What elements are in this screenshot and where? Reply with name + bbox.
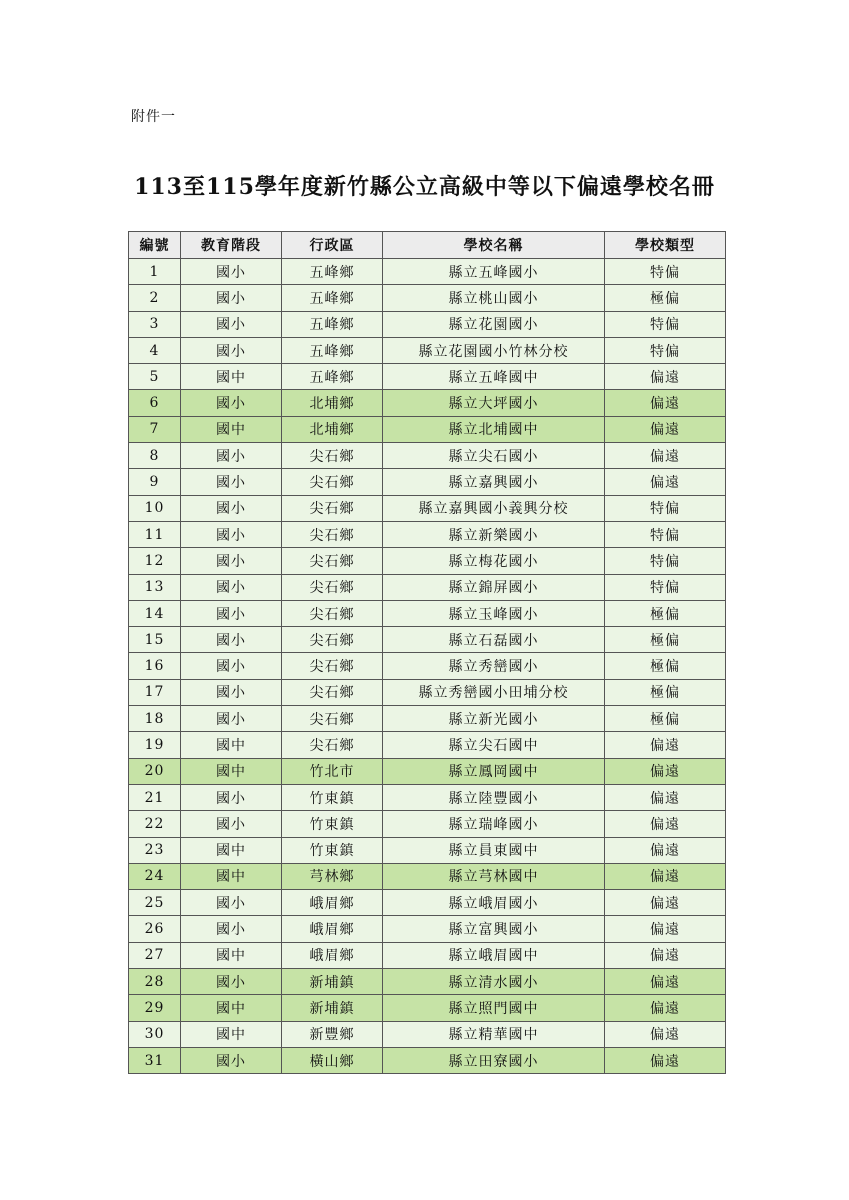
cell-number: 17 (129, 679, 181, 705)
cell-education-level: 國小 (181, 548, 282, 574)
cell-number: 3 (129, 311, 181, 337)
cell-district: 尖石鄉 (282, 627, 383, 653)
table-row (129, 706, 726, 732)
cell-school-type: 極偏 (605, 679, 726, 705)
cell-number: 29 (129, 995, 181, 1021)
cell-number: 24 (129, 863, 181, 889)
cell-school-name: 縣立秀巒國小田埔分校 (383, 679, 605, 705)
cell-school-type: 偏遠 (605, 364, 726, 390)
cell-school-type: 偏遠 (605, 1047, 726, 1073)
cell-education-level: 國小 (181, 916, 282, 942)
cell-district: 北埔鄉 (282, 390, 383, 416)
cell-district: 尖石鄉 (282, 443, 383, 469)
cell-education-level: 國小 (181, 495, 282, 521)
cell-district: 竹東鎮 (282, 837, 383, 863)
cell-number: 4 (129, 337, 181, 363)
table-row (129, 758, 726, 784)
cell-district: 五峰鄉 (282, 337, 383, 363)
cell-school-name: 縣立照門國中 (383, 995, 605, 1021)
cell-district: 北埔鄉 (282, 416, 383, 442)
cell-school-name: 縣立嘉興國小義興分校 (383, 495, 605, 521)
cell-school-type: 特偏 (605, 311, 726, 337)
cell-number: 2 (129, 285, 181, 311)
cell-school-name: 縣立北埔國中 (383, 416, 605, 442)
cell-district: 竹東鎮 (282, 784, 383, 810)
cell-school-name: 縣立田寮國小 (383, 1047, 605, 1073)
cell-district: 新埔鎮 (282, 969, 383, 995)
table-row (129, 495, 726, 521)
table-row (129, 837, 726, 863)
table-row (129, 916, 726, 942)
cell-district: 竹北市 (282, 758, 383, 784)
cell-school-name: 縣立秀巒國小 (383, 653, 605, 679)
cell-school-name: 縣立瑞峰國小 (383, 811, 605, 837)
cell-district: 尖石鄉 (282, 495, 383, 521)
table-row (129, 521, 726, 547)
cell-school-name: 縣立花園國小 (383, 311, 605, 337)
cell-district: 五峰鄉 (282, 311, 383, 337)
school-roster-table (128, 231, 726, 1074)
cell-school-type: 特偏 (605, 337, 726, 363)
cell-number: 10 (129, 495, 181, 521)
cell-district: 尖石鄉 (282, 653, 383, 679)
table-row (129, 1047, 726, 1073)
cell-district: 五峰鄉 (282, 259, 383, 285)
cell-school-type: 極偏 (605, 600, 726, 626)
cell-education-level: 國中 (181, 995, 282, 1021)
table-row (129, 863, 726, 889)
cell-education-level: 國小 (181, 311, 282, 337)
cell-school-name: 縣立石磊國小 (383, 627, 605, 653)
cell-number: 6 (129, 390, 181, 416)
table-row (129, 995, 726, 1021)
cell-school-name: 縣立精華國中 (383, 1021, 605, 1047)
cell-school-name: 縣立富興國小 (383, 916, 605, 942)
cell-education-level: 國小 (181, 784, 282, 810)
cell-district: 尖石鄉 (282, 548, 383, 574)
cell-school-type: 極偏 (605, 627, 726, 653)
cell-school-type: 偏遠 (605, 942, 726, 968)
header-education-level: 教育階段 (181, 232, 282, 259)
cell-district: 尖石鄉 (282, 574, 383, 600)
table-row (129, 337, 726, 363)
cell-school-name: 縣立員東國中 (383, 837, 605, 863)
header-number: 編號 (129, 232, 181, 259)
cell-school-type: 偏遠 (605, 416, 726, 442)
cell-number: 14 (129, 600, 181, 626)
cell-school-type: 特偏 (605, 548, 726, 574)
cell-school-type: 特偏 (605, 521, 726, 547)
header-school-type: 學校類型 (605, 232, 726, 259)
cell-school-type: 極偏 (605, 285, 726, 311)
cell-education-level: 國小 (181, 627, 282, 653)
cell-district: 五峰鄉 (282, 285, 383, 311)
cell-education-level: 國中 (181, 837, 282, 863)
table-header (129, 232, 726, 259)
cell-education-level: 國中 (181, 863, 282, 889)
cell-school-type: 特偏 (605, 574, 726, 600)
cell-school-type: 偏遠 (605, 1021, 726, 1047)
cell-education-level: 國小 (181, 443, 282, 469)
cell-education-level: 國中 (181, 732, 282, 758)
table-row (129, 574, 726, 600)
table-row (129, 311, 726, 337)
cell-education-level: 國小 (181, 600, 282, 626)
cell-school-type: 極偏 (605, 706, 726, 732)
cell-education-level: 國小 (181, 679, 282, 705)
cell-school-type: 偏遠 (605, 758, 726, 784)
cell-school-type: 特偏 (605, 259, 726, 285)
cell-school-name: 縣立花園國小竹林分校 (383, 337, 605, 363)
cell-district: 橫山鄉 (282, 1047, 383, 1073)
cell-district: 峨眉鄉 (282, 942, 383, 968)
cell-number: 23 (129, 837, 181, 863)
cell-district: 尖石鄉 (282, 732, 383, 758)
cell-school-type: 特偏 (605, 495, 726, 521)
table-row (129, 285, 726, 311)
cell-number: 20 (129, 758, 181, 784)
header-district: 行政區 (282, 232, 383, 259)
table-row (129, 942, 726, 968)
cell-school-type: 偏遠 (605, 890, 726, 916)
cell-school-name: 縣立五峰國中 (383, 364, 605, 390)
document-title: 113至115學年度新竹縣公立高級中等以下偏遠學校名冊 (134, 174, 715, 200)
header-school-name: 學校名稱 (383, 232, 605, 259)
cell-school-type: 偏遠 (605, 390, 726, 416)
cell-education-level: 國小 (181, 653, 282, 679)
cell-school-name: 縣立大坪國小 (383, 390, 605, 416)
cell-school-name: 縣立嘉興國小 (383, 469, 605, 495)
cell-school-type: 極偏 (605, 653, 726, 679)
cell-number: 13 (129, 574, 181, 600)
cell-school-type: 偏遠 (605, 916, 726, 942)
table-row (129, 1021, 726, 1047)
cell-education-level: 國小 (181, 469, 282, 495)
table-row (129, 548, 726, 574)
cell-school-name: 縣立峨眉國中 (383, 942, 605, 968)
cell-school-name: 縣立新光國小 (383, 706, 605, 732)
cell-district: 尖石鄉 (282, 706, 383, 732)
cell-school-name: 縣立清水國小 (383, 969, 605, 995)
cell-education-level: 國中 (181, 942, 282, 968)
cell-school-type: 偏遠 (605, 811, 726, 837)
cell-school-type: 偏遠 (605, 837, 726, 863)
table-row (129, 627, 726, 653)
cell-education-level: 國中 (181, 416, 282, 442)
cell-number: 15 (129, 627, 181, 653)
cell-number: 30 (129, 1021, 181, 1047)
cell-school-name: 縣立桃山國小 (383, 285, 605, 311)
cell-education-level: 國中 (181, 364, 282, 390)
cell-district: 峨眉鄉 (282, 890, 383, 916)
cell-number: 25 (129, 890, 181, 916)
cell-number: 28 (129, 969, 181, 995)
cell-school-name: 縣立錦屏國小 (383, 574, 605, 600)
header-row (129, 232, 726, 259)
cell-school-name: 縣立新樂國小 (383, 521, 605, 547)
cell-school-name: 縣立尖石國小 (383, 443, 605, 469)
table-row (129, 811, 726, 837)
table-row (129, 890, 726, 916)
cell-district: 芎林鄉 (282, 863, 383, 889)
cell-school-name: 縣立陸豐國小 (383, 784, 605, 810)
cell-school-name: 縣立玉峰國小 (383, 600, 605, 626)
cell-number: 12 (129, 548, 181, 574)
cell-school-type: 偏遠 (605, 969, 726, 995)
cell-education-level: 國小 (181, 259, 282, 285)
cell-school-name: 縣立鳳岡國中 (383, 758, 605, 784)
cell-number: 8 (129, 443, 181, 469)
cell-school-type: 偏遠 (605, 469, 726, 495)
cell-number: 5 (129, 364, 181, 390)
cell-number: 11 (129, 521, 181, 547)
cell-number: 22 (129, 811, 181, 837)
cell-district: 新埔鎮 (282, 995, 383, 1021)
table-row (129, 600, 726, 626)
cell-school-name: 縣立芎林國中 (383, 863, 605, 889)
cell-education-level: 國中 (181, 758, 282, 784)
cell-number: 18 (129, 706, 181, 732)
cell-education-level: 國小 (181, 969, 282, 995)
cell-district: 尖石鄉 (282, 521, 383, 547)
cell-school-type: 偏遠 (605, 995, 726, 1021)
cell-education-level: 國小 (181, 890, 282, 916)
table-row (129, 416, 726, 442)
table-row (129, 653, 726, 679)
table-row (129, 679, 726, 705)
cell-district: 尖石鄉 (282, 469, 383, 495)
cell-education-level: 國小 (181, 706, 282, 732)
cell-number: 16 (129, 653, 181, 679)
cell-education-level: 國小 (181, 390, 282, 416)
cell-education-level: 國小 (181, 521, 282, 547)
cell-number: 26 (129, 916, 181, 942)
cell-district: 竹東鎮 (282, 811, 383, 837)
cell-school-name: 縣立五峰國小 (383, 259, 605, 285)
table-row (129, 259, 726, 285)
cell-education-level: 國小 (181, 574, 282, 600)
table-row (129, 364, 726, 390)
cell-district: 五峰鄉 (282, 364, 383, 390)
cell-district: 尖石鄉 (282, 679, 383, 705)
cell-school-type: 偏遠 (605, 863, 726, 889)
table-row (129, 732, 726, 758)
cell-school-name: 縣立尖石國中 (383, 732, 605, 758)
cell-number: 31 (129, 1047, 181, 1073)
cell-education-level: 國小 (181, 1047, 282, 1073)
table-body (129, 259, 726, 1074)
cell-number: 21 (129, 784, 181, 810)
cell-education-level: 國小 (181, 811, 282, 837)
table-row (129, 784, 726, 810)
cell-education-level: 國小 (181, 285, 282, 311)
cell-education-level: 國中 (181, 1021, 282, 1047)
table-row (129, 443, 726, 469)
table-row (129, 469, 726, 495)
cell-number: 9 (129, 469, 181, 495)
table-row (129, 390, 726, 416)
cell-school-type: 偏遠 (605, 732, 726, 758)
cell-school-name: 縣立峨眉國小 (383, 890, 605, 916)
cell-school-type: 偏遠 (605, 784, 726, 810)
cell-district: 尖石鄉 (282, 600, 383, 626)
cell-number: 7 (129, 416, 181, 442)
cell-school-name: 縣立梅花國小 (383, 548, 605, 574)
cell-number: 1 (129, 259, 181, 285)
cell-education-level: 國小 (181, 337, 282, 363)
cell-district: 新豐鄉 (282, 1021, 383, 1047)
table-row (129, 969, 726, 995)
cell-number: 27 (129, 942, 181, 968)
cell-school-type: 偏遠 (605, 443, 726, 469)
cell-number: 19 (129, 732, 181, 758)
cell-district: 峨眉鄉 (282, 916, 383, 942)
annex-label: 附件一 (131, 109, 176, 125)
